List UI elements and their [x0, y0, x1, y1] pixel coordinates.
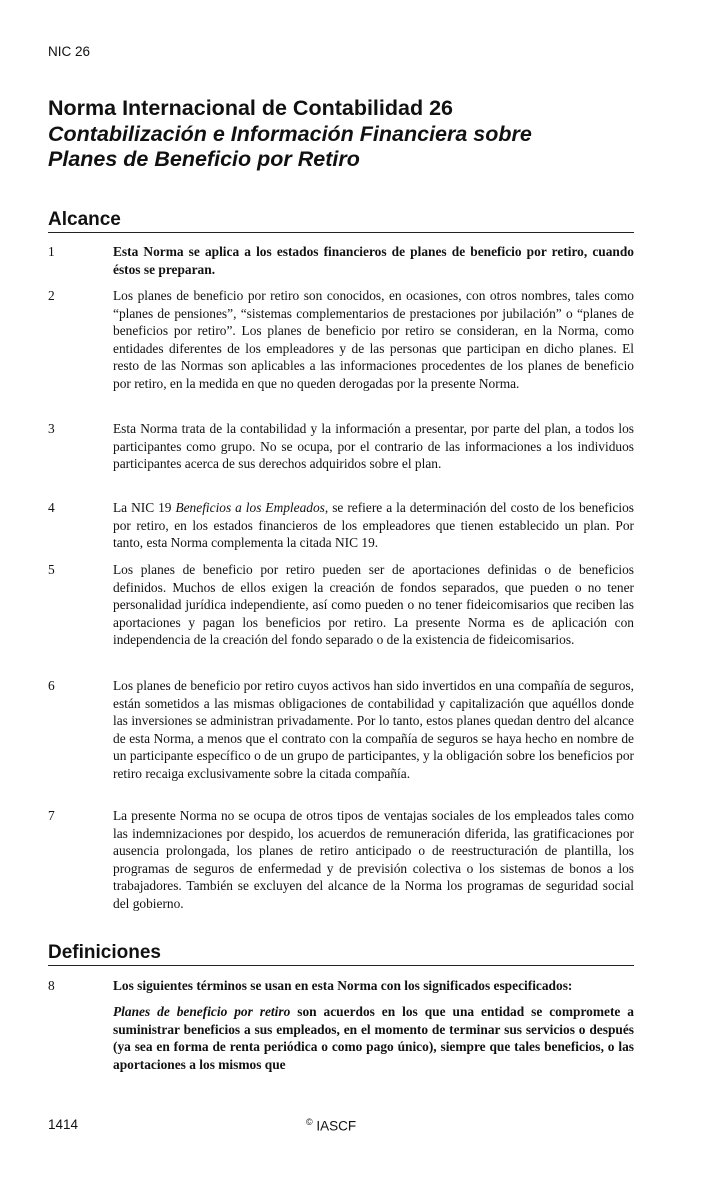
paragraph-1	[48, 243, 634, 278]
paragraph-text: Esta Norma se aplica a los estados financieros de planes de beneficio por retiro, cuando éstos se preparan.	[113, 244, 634, 277]
paragraph-number: 6	[48, 678, 55, 693]
publisher-name: IASCF	[316, 1118, 357, 1134]
paragraph-text: Los planes de beneficio por retiro cuyos activos han sido invertidos en una compañía de seguros, están sometidos a las mismas obligaciones de contabilidad y capitalización que aquéllos donde las inversiones se administran privadamente. Por lo tanto, estos planes quedan dentro del alcance de esta Norma, a menos que el contrato con la compañía de seguros se haya hecho en nombre de un participante específico o de un grupo de participantes, y la obligación sobre los beneficios por retiro recaiga exclusivamente sobre la citada compañía.	[113, 678, 634, 781]
text-run: La NIC 19	[113, 500, 176, 515]
page-number: 1414	[48, 1117, 79, 1132]
paragraph-3	[48, 420, 634, 473]
paragraph-6	[48, 677, 634, 783]
text-run: , se refiere a la determinación del costo de los beneficios por retiro, en los estados financieros de los empleadores que tienen establecido un plan. Por tanto, esta Norma complementa la citada NIC 19.	[113, 500, 634, 551]
paragraph-text	[113, 499, 634, 552]
copyright-symbol: ©	[306, 1117, 313, 1127]
paragraph-number: 4	[48, 500, 55, 515]
text-run: son acuerdos en los que una entidad se compromete a suministrar beneficios a sus empleados, en el momento de terminar sus servicios o después (ya sea en forma de renta periódica o como pago único), siempre que tales beneficios, o las aportaciones a los mismos que	[113, 1004, 635, 1072]
paragraph-text: La presente Norma no se ocupa de otros tipos de ventajas sociales de los empleados tales como las indemnizaciones por despido, los acuerdos de remuneración diferida, las gratificaciones por ausencia prolongada, los planes de retiro anticipado o de reestructuración de plantilla, los programas de seguros de enfermedad y de previsión colectiva o los sistemas de bonos a los trabajadores. También se excluyen del alcance de la Norma los programas de seguridad social del gobierno.	[113, 808, 634, 911]
definition-text	[113, 1003, 634, 1073]
paragraph-number: 8	[48, 978, 55, 993]
section-heading-definiciones: Definiciones	[48, 941, 634, 966]
title-line-3: Planes de Beneficio por Retiro	[48, 147, 360, 171]
paragraph-8	[48, 977, 634, 995]
cited-standard-title: Beneficios a los Empleados	[175, 500, 325, 515]
paragraph-7	[48, 807, 634, 913]
paragraph-text: Esta Norma trata de la contabilidad y la información a presentar, por parte del plan, a todos los participantes como grupo. No se ocupa, por el contrario de las informaciones a los individuos participantes acerca de sus derechos adquiridos sobre el plan.	[113, 421, 634, 472]
paragraph-number: 3	[48, 421, 55, 436]
paragraph-text: Los planes de beneficio por retiro son conocidos, en ocasiones, con otros nombres, tales como “planes de pensiones”, “sistemas complementarios de prestaciones por jubilación” o “planes de beneficios por retiro”. Los planes de beneficio por retiro se consideran, en la Norma, como entidades diferentes de los empleadores y de las personas que participan en dicho planes. El resto de las Normas son aplicables a las informaciones procedentes de los planes de beneficio por retiro, en la medida en que no queden derogadas por la presente Norma.	[113, 288, 634, 391]
running-head: NIC 26	[48, 44, 91, 59]
title-line-1: Norma Internacional de Contabilidad 26	[48, 96, 453, 120]
standard-title	[48, 96, 648, 173]
paragraph-text: Los siguientes términos se usan en esta Norma con los significados especificados:	[113, 978, 573, 993]
definition-retirement-benefit-plans	[48, 1003, 634, 1073]
section-heading-alcance: Alcance	[48, 208, 634, 233]
copyright-notice	[306, 1117, 356, 1134]
paragraph-number: 1	[48, 244, 55, 259]
defined-term: Planes de beneficio por retiro	[113, 1004, 291, 1019]
paragraph-number: 7	[48, 808, 55, 823]
title-line-2: Contabilización e Información Financiera sobre	[48, 121, 532, 146]
paragraph-text: Los planes de beneficio por retiro pueden ser de aportaciones definidas o de beneficios definidos. Muchos de ellos exigen la creación de fondos separados, que pueden o no tener personalidad jurídica independiente, así como pueden o no tener fideicomisarios que reciben las aportaciones y pagan los beneficios por retiro. La presente Norma es de aplicación con independencia de la creación del fondo separado o de la existencia de fideicomisarios.	[113, 562, 634, 648]
paragraph-4	[48, 499, 634, 552]
paragraph-2	[48, 287, 634, 393]
paragraph-number: 2	[48, 288, 55, 303]
paragraph-5	[48, 561, 634, 649]
paragraph-number: 5	[48, 562, 55, 577]
